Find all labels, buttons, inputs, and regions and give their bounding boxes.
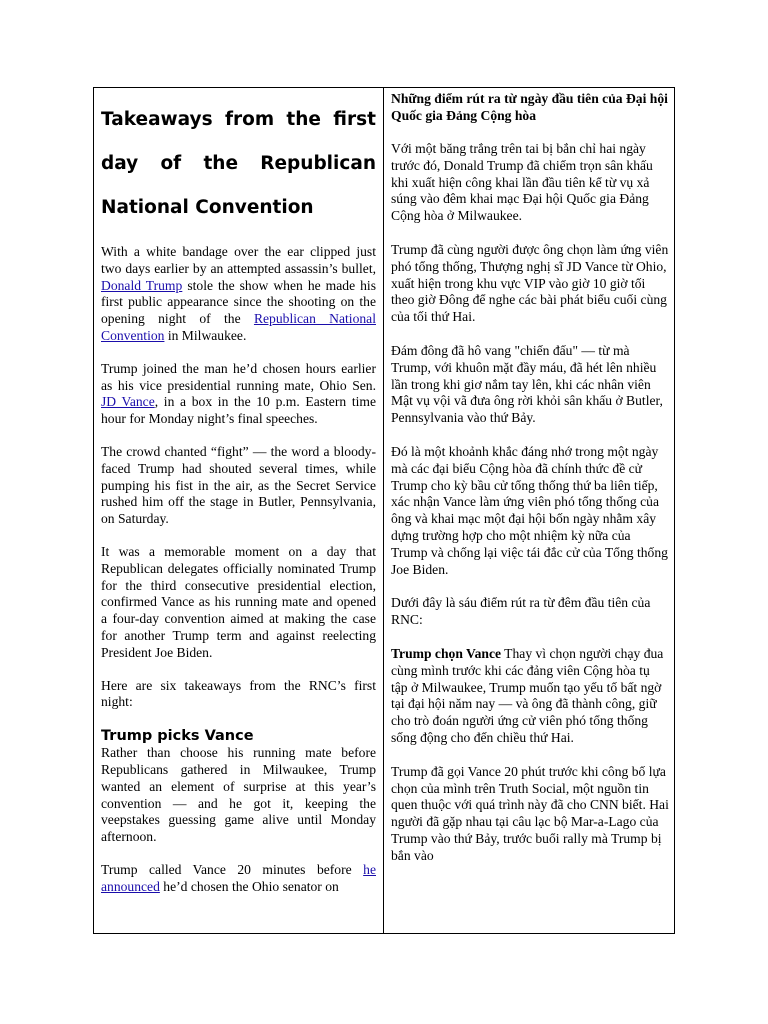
rnc-link[interactable]: Republican National Convention xyxy=(101,311,376,343)
english-paragraph-3: The crowd chanted “fight” — the word a bloody-faced Trump had shouted several times, while pumping his fist in the air, as the Secret Service rushed him off the stage in Butler, Pennsylvania, on Saturday. xyxy=(101,443,376,527)
english-paragraph-1 xyxy=(101,244,376,345)
english-title: Takeaways from the first day of the Republican National Convention xyxy=(101,109,376,218)
english-column xyxy=(94,88,384,933)
bilingual-table xyxy=(93,87,675,934)
text-span: With a white bandage over the ear clipped just two days earlier by an attempted assassin’s bullet, xyxy=(101,244,376,276)
text-span: , in a box in the 10 p.m. Eastern time hour for Monday night’s final speeches. xyxy=(101,394,376,427)
text-span: Trump called Vance 20 minutes before xyxy=(101,861,364,877)
text-span: he’d chosen the Ohio senator on xyxy=(159,878,339,894)
vietnamese-paragraph-1: Với một băng trắng trên tai bị bắn chỉ hai ngày trước đó, Donald Trump đã chiếm trọn sân khấu khi xuất hiện công khai lần đầu tiên kể từ vụ xả súng vào đêm khai mạc Đại hội Quốc gia Đảng Cộng hòa ở Milwaukee. xyxy=(391,141,653,224)
vietnamese-paragraph-7: Trump đã gọi Vance 20 phút trước khi công bố lựa chọn của mình trên Truth Social, một nguồn tin quen thuộc với quá trình này đã cho CNN biết. Hai người đã gặp nhau tại câu lạc bộ Mar-a-Lago của Trump vào thứ Bảy, trước buổi rally mà Trump bị bắn vào xyxy=(391,763,669,863)
vietnamese-paragraph-2: Trump đã cùng người được ông chọn làm ứng viên phó tổng thống, Thượng nghị sĩ JD Vance từ Ohio, xuất hiện trong khu vực VIP vào giờ 10 giờ tối theo giờ Đông để nghe các bài phát biểu cuối cùng của tối thứ Hai. xyxy=(391,241,669,325)
vietnamese-paragraph-3: Đám đông đã hô vang "chiến đấu" — từ mà Trump, với khuôn mặt đầy máu, đã hét lên nhiều lần trong khi giơ nắm tay lên, khi các nhân viên Mật vụ vội vã đưa ông rời khỏi sân khấu ở Butler, Pennsylvania vào thứ Bảy. xyxy=(391,342,663,426)
donald-trump-link[interactable]: Donald Trump xyxy=(101,277,183,293)
english-paragraph-2 xyxy=(101,361,376,428)
text-span: Trump joined the man he’d chosen hours earlier as his vice presidential running mate, Ohio Sen. xyxy=(101,360,376,393)
english-paragraph-4: It was a memorable moment on a day that Republican delegates officially nominated Trump for the third consecutive presidential election, confirmed Vance as his running mate and opened a four-day convention aimed at making the case for another Trump term and against reelecting President Joe Biden. xyxy=(101,543,376,660)
vietnamese-paragraph-4: Đó là một khoảnh khắc đáng nhớ trong một ngày mà các đại biểu Cộng hòa đã chính thức đề cử Trump cho kỳ bầu cử tổng thống thứ ba liên tiếp, xác nhận Vance làm ứng viên phó tổng thống của ông và khai mạc một đại hội bốn ngày nhằm xây dựng trường hợp cho một nhiệm kỳ nữa của Trump và chống lại việc tái đắc cử của Tổng thống Joe Biden. xyxy=(391,443,668,577)
text-span: in Milwaukee. xyxy=(164,327,247,343)
vietnamese-paragraph-5: Dưới đây là sáu điểm rút ra từ đêm đầu tiên của RNC: xyxy=(391,595,651,628)
english-paragraph-6: Rather than choose his running mate before Republicans gathered in Milwaukee, Trump wanted an element of surprise at this year’s convention — and he got it, keeping the veepstakes guessing game alive until Monday afternoon. xyxy=(101,745,376,845)
text-span: stole the show when he made his first public appearance since the shooting on the opening night of the xyxy=(101,277,376,327)
text-span: Thay vì chọn người chạy đua cùng mình trước khi các đảng viên Cộng hòa tụ tập ở Milwaukee, Trump muốn tạo yếu tố bất ngờ tại đại hội năm nay — và ông đã thành công, giữ cho trò đoán người ứng cử viên phó tổng thống sống động cho đến chiều thứ Hai. xyxy=(391,645,664,745)
vietnamese-column xyxy=(384,88,674,933)
vietnamese-title: Những điểm rút ra từ ngày đầu tiên của Đại hội Quốc gia Đảng Cộng hòa xyxy=(391,91,668,123)
english-subheading: Trump picks Vance xyxy=(101,728,254,745)
english-paragraph-7 xyxy=(101,862,376,896)
jd-vance-link[interactable]: JD Vance xyxy=(101,394,155,410)
english-paragraph-5: Here are six takeaways from the RNC’s first night: xyxy=(101,677,376,710)
he-announced-link[interactable]: he announced xyxy=(101,861,376,894)
vietnamese-paragraph-6 xyxy=(391,646,669,747)
vietnamese-subheading: Trump chọn Vance xyxy=(391,645,502,661)
